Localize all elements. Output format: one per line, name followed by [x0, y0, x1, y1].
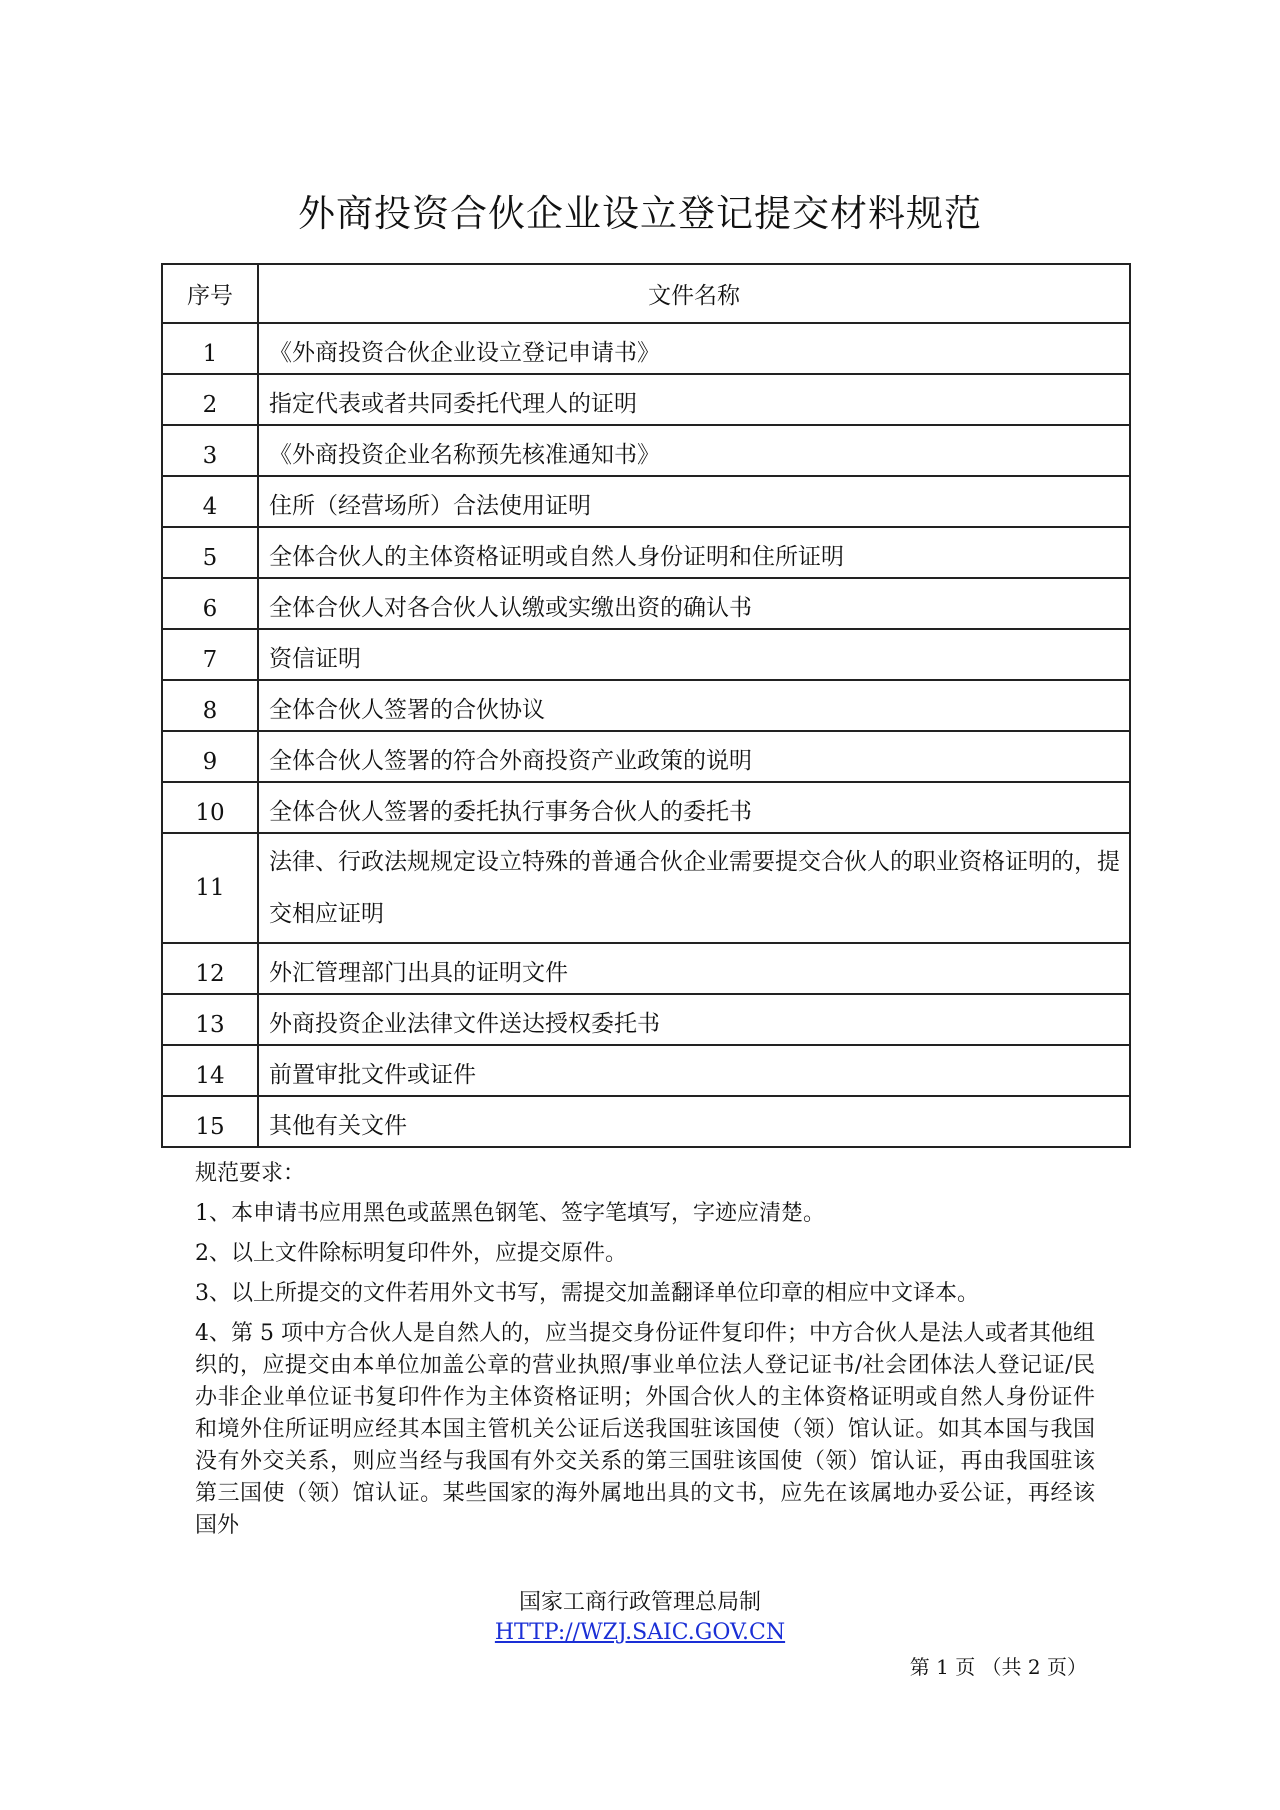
- row-no: 13: [162, 994, 258, 1045]
- header-no: 序号: [162, 264, 258, 323]
- header-name: 文件名称: [258, 264, 1130, 323]
- requirements-heading: 规范要求：: [195, 1161, 306, 1186]
- row-no: 11: [162, 833, 258, 943]
- row-name: 《外商投资企业名称预先核准通知书》: [258, 425, 1130, 476]
- page-footer: [0, 1588, 1280, 1648]
- row-no: 14: [162, 1045, 258, 1096]
- row-no: 1: [162, 323, 258, 374]
- row-name: 全体合伙人的主体资格证明或自然人身份证明和住所证明: [258, 527, 1130, 578]
- row-name: 其他有关文件: [258, 1096, 1130, 1147]
- requirement-item: 4、第 5 项中方合伙人是自然人的，应当提交身份证件复印件；中方合伙人是法人或者其他组织的，应提交由本单位加盖公章的营业执照/事业单位法人登记证书/社会团体法人登记证/民办非企业单位证书复印件作为主体资格证明；外国合伙人的主体资格证明或自然人身份证件和境外住所证明应经其本国主管机关公证后送我国驻该国使（领）馆认证。如其本国与我国没有外交关系，则应当经与我国有外交关系的第三国驻该国使（领）馆认证，再由我国驻该第三国使（领）馆认证。某些国家的海外属地出具的文书，应先在该属地办妥公证，再经该国外: [195, 1321, 1095, 1538]
- requirements-section: [195, 1158, 1095, 1550]
- row-no: 4: [162, 476, 258, 527]
- requirement-item: 3、以上所提交的文件若用外文书写，需提交加盖翻译单位印章的相应中文译本。: [195, 1281, 979, 1306]
- table-row: [162, 680, 1130, 731]
- row-name: 全体合伙人签署的委托执行事务合伙人的委托书: [258, 782, 1130, 833]
- footer-org: 国家工商行政管理总局制: [518, 1590, 761, 1615]
- table-row: [162, 578, 1130, 629]
- table-row: [162, 1045, 1130, 1096]
- page-number: 第 1 页 （共 2 页）: [909, 1655, 1087, 1679]
- row-no: 12: [162, 943, 258, 994]
- footer-url-link[interactable]: HTTP://WZJ.SAIC.GOV.CN: [494, 1620, 786, 1645]
- row-name: 前置审批文件或证件: [258, 1045, 1130, 1096]
- requirement-item: 1、本申请书应用黑色或蓝黑色钢笔、签字笔填写，字迹应清楚。: [195, 1201, 825, 1226]
- row-no: 8: [162, 680, 258, 731]
- table-row: [162, 731, 1130, 782]
- row-no: 6: [162, 578, 258, 629]
- requirement-item: 2、以上文件除标明复印件外，应提交原件。: [195, 1241, 627, 1266]
- table-row: [162, 833, 1130, 943]
- table-row: [162, 994, 1130, 1045]
- table-row: [162, 782, 1130, 833]
- row-name: 全体合伙人对各合伙人认缴或实缴出资的确认书: [258, 578, 1130, 629]
- row-no: 5: [162, 527, 258, 578]
- row-name: 全体合伙人签署的合伙协议: [258, 680, 1130, 731]
- table-row: [162, 476, 1130, 527]
- row-name: 全体合伙人签署的符合外商投资产业政策的说明: [258, 731, 1130, 782]
- row-name: 《外商投资合伙企业设立登记申请书》: [258, 323, 1130, 374]
- table-row: [162, 425, 1130, 476]
- table-row: [162, 943, 1130, 994]
- table-row: [162, 1096, 1130, 1147]
- table-row: [162, 527, 1130, 578]
- table-row: [162, 374, 1130, 425]
- row-no: 7: [162, 629, 258, 680]
- table-row: [162, 629, 1130, 680]
- row-name: 住所（经营场所）合法使用证明: [258, 476, 1130, 527]
- row-name: 外汇管理部门出具的证明文件: [258, 943, 1130, 994]
- row-no: 3: [162, 425, 258, 476]
- row-no: 2: [162, 374, 258, 425]
- row-name: 指定代表或者共同委托代理人的证明: [258, 374, 1130, 425]
- table-header-row: [162, 264, 1130, 323]
- row-no: 10: [162, 782, 258, 833]
- row-name: 法律、行政法规规定设立特殊的普通合伙企业需要提交合伙人的职业资格证明的，提交相应证明: [258, 833, 1130, 943]
- row-no: 15: [162, 1096, 258, 1147]
- materials-table: [161, 263, 1131, 1148]
- document-title: 外商投资合伙企业设立登记提交材料规范: [298, 192, 982, 235]
- row-name: 资信证明: [258, 629, 1130, 680]
- table-row: [162, 323, 1130, 374]
- row-name: 外商投资企业法律文件送达授权委托书: [258, 994, 1130, 1045]
- row-no: 9: [162, 731, 258, 782]
